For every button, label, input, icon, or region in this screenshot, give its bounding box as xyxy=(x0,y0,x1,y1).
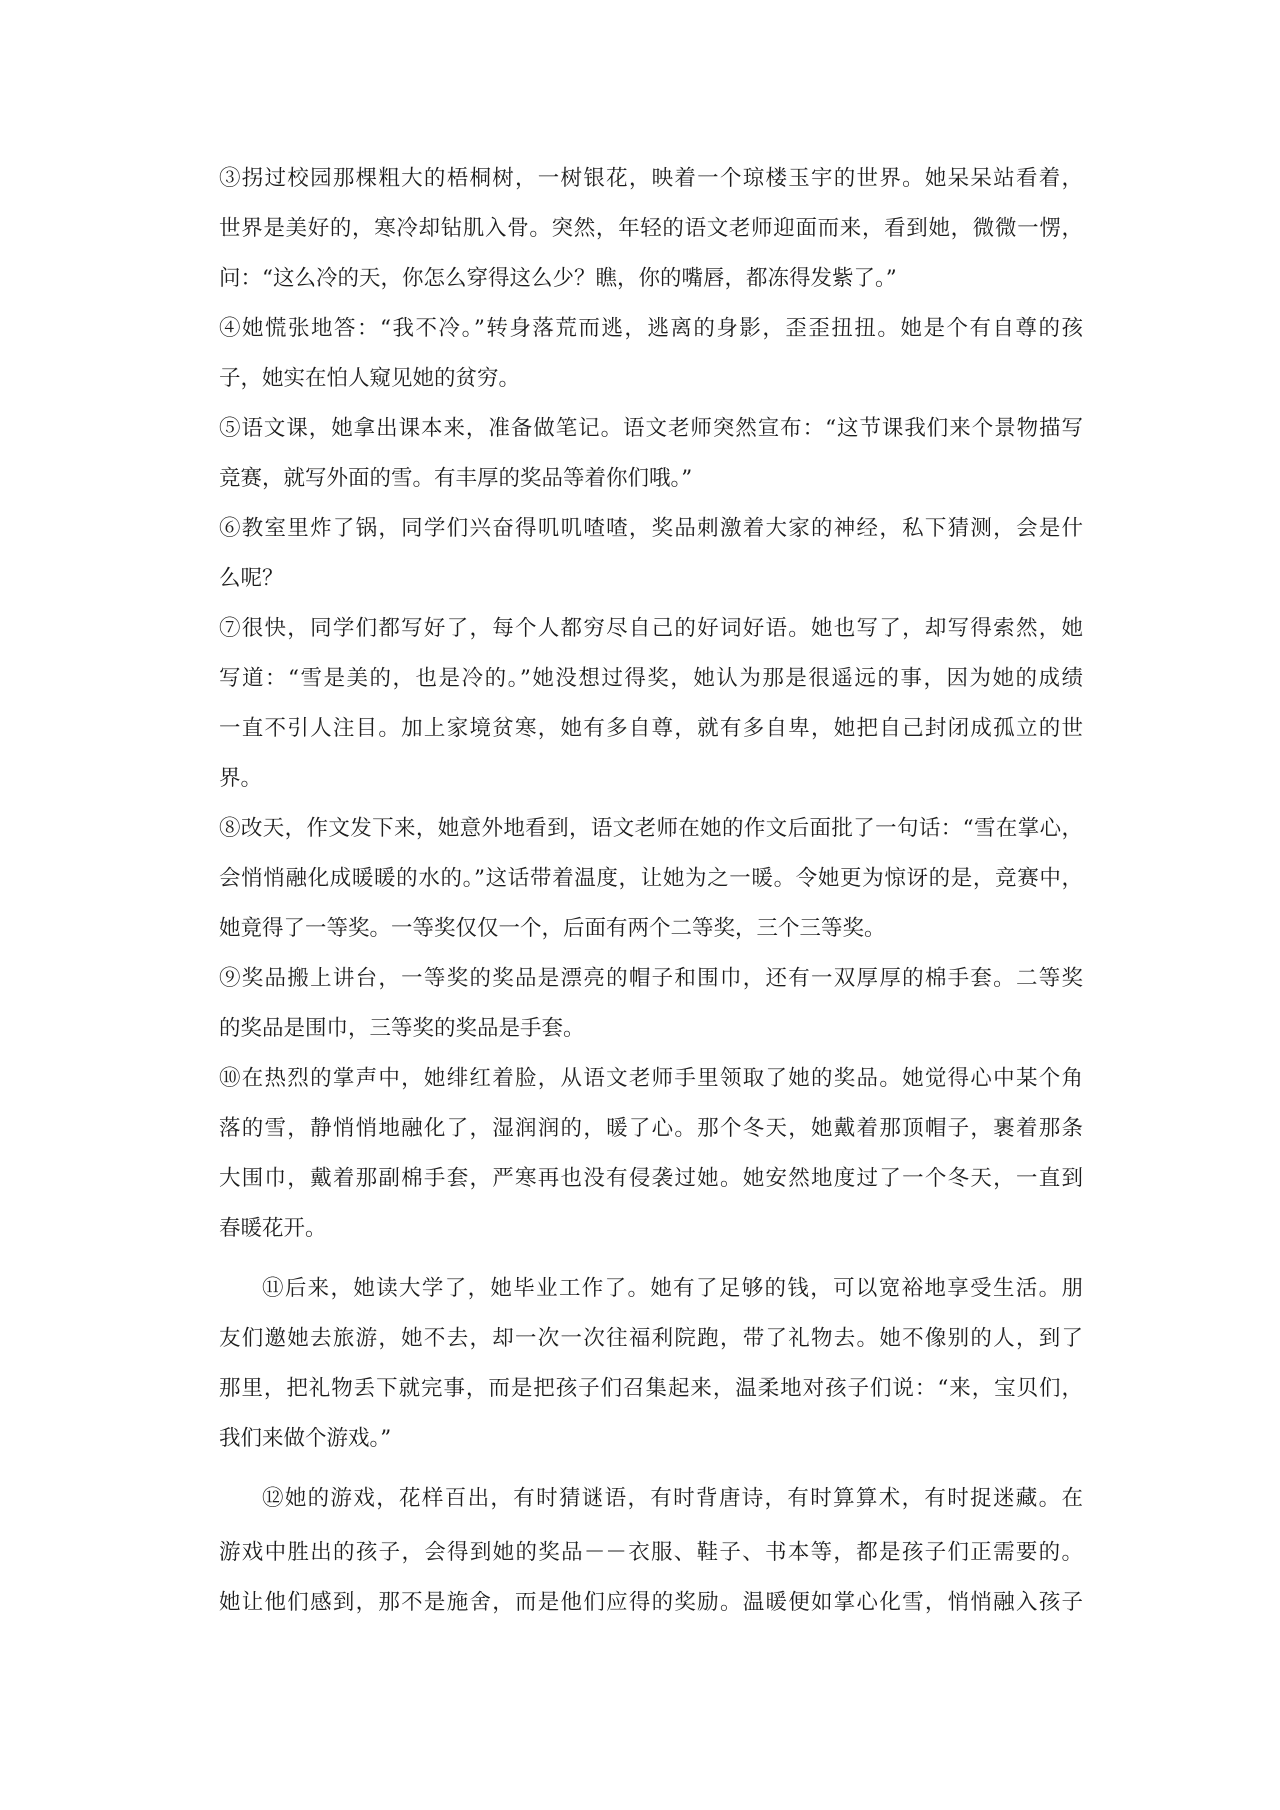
p8-line-1: ⑧改天，作文发下来，她意外地看到，语文老师在她的作文后面批了一句话：“雪在掌心， xyxy=(219,816,1083,841)
p3-line-2: 世界是美好的，寒冷却钻肌入骨。突然，年轻的语文老师迎面而来，看到她，微微一愣， xyxy=(219,216,1083,241)
p6-line-2: 么呢？ xyxy=(219,566,284,591)
p3-line-3: 问：“这么冷的天，你怎么穿得这么少？瞧，你的嘴唇，都冻得发紫了。” xyxy=(219,266,897,291)
p5-line-2: 竞赛，就写外面的雪。有丰厚的奖品等着你们哦。” xyxy=(219,466,693,491)
p6-line-1: ⑥教室里炸了锅，同学们兴奋得叽叽喳喳，奖品刺激着大家的神经，私下猜测，会是什 xyxy=(219,516,1083,541)
p3-line-1: ③拐过校园那棵粗大的梧桐树，一树银花，映着一个琼楼玉宇的世界。她呆呆站看着， xyxy=(219,166,1083,191)
p11-line-4: 我们来做个游戏。” xyxy=(219,1426,392,1451)
p12-line-2: 游戏中胜出的孩子，会得到她的奖品－－衣服、鞋子、书本等，都是孩子们正需要的。 xyxy=(219,1540,1083,1565)
p11-line-3: 那里，把礼物丢下就完事，而是把孩子们召集起来，温柔地对孩子们说：“来，宝贝们， xyxy=(219,1376,1083,1401)
p4-line-2: 子，她实在怕人窥见她的贫穷。 xyxy=(219,366,521,391)
p12-line-1: ⑫她的游戏，花样百出，有时猜谜语，有时背唐诗，有时算算术，有时捉迷藏。在 xyxy=(262,1486,1083,1511)
p11-line-1: ⑪后来，她读大学了，她毕业工作了。她有了足够的钱，可以宽裕地享受生活。朋 xyxy=(262,1276,1083,1301)
p7-line-2: 写道：“雪是美的，也是冷的。”她没想过得奖，她认为那是很遥远的事，因为她的成绩 xyxy=(219,666,1083,691)
p7-line-3: 一直不引人注目。加上家境贫寒，她有多自尊，就有多自卑，她把自己封闭成孤立的世 xyxy=(219,716,1083,741)
p7-line-4: 界。 xyxy=(219,766,263,791)
p5-line-1: ⑤语文课，她拿出课本来，准备做笔记。语文老师突然宣布：“这节课我们来个景物描写 xyxy=(219,416,1083,441)
p7-line-1: ⑦很快，同学们都写好了，每个人都穷尽自己的好词好语。她也写了，却写得索然，她 xyxy=(219,616,1083,641)
p10-line-1: ⑩在热烈的掌声中，她绯红着脸，从语文老师手里领取了她的奖品。她觉得心中某个角 xyxy=(219,1066,1083,1091)
p4-line-1: ④她慌张地答：“我不冷。”转身落荒而逃，逃离的身影，歪歪扭扭。她是个有自尊的孩 xyxy=(219,316,1083,341)
p8-line-3: 她竟得了一等奖。一等奖仅仅一个，后面有两个二等奖，三个三等奖。 xyxy=(219,916,886,941)
p10-line-3: 大围巾，戴着那副棉手套，严寒再也没有侵袭过她。她安然地度过了一个冬天，一直到 xyxy=(219,1166,1083,1191)
p10-line-4: 春暖花开。 xyxy=(219,1216,327,1241)
p11-line-2: 友们邀她去旅游，她不去，却一次一次往福利院跑，带了礼物去。她不像别的人，到了 xyxy=(219,1326,1083,1351)
p8-line-2: 会悄悄融化成暖暖的水的。”这话带着温度，让她为之一暖。令她更为惊讶的是，竞赛中， xyxy=(219,866,1083,891)
p10-line-2: 落的雪，静悄悄地融化了，湿润润的，暖了心。那个冬天，她戴着那顶帽子，裹着那条 xyxy=(219,1116,1083,1141)
p12-line-3: 她让他们感到，那不是施舍，而是他们应得的奖励。温暖便如掌心化雪，悄悄融入孩子 xyxy=(219,1590,1083,1615)
p9-line-2: 的奖品是围巾，三等奖的奖品是手套。 xyxy=(219,1016,585,1041)
p9-line-1: ⑨奖品搬上讲台，一等奖的奖品是漂亮的帽子和围巾，还有一双厚厚的棉手套。二等奖 xyxy=(219,966,1083,991)
